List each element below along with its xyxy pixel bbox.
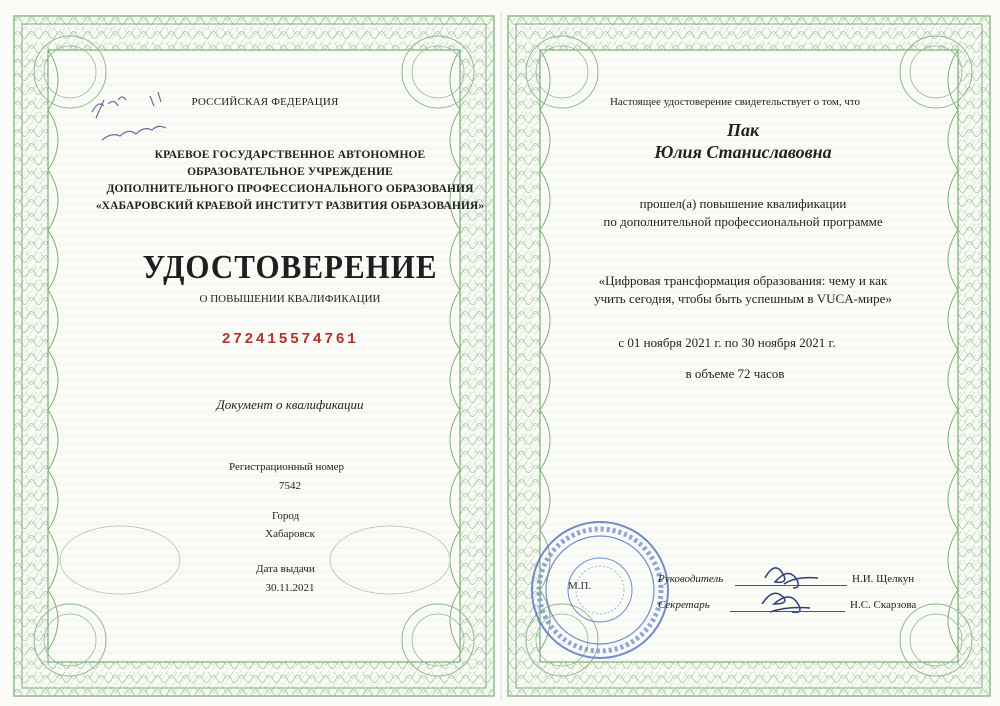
study-period: с 01 ноября 2021 г. по 30 ноября 2021 г. xyxy=(618,335,836,350)
document-type: Документ о квалификации xyxy=(216,397,364,412)
head-label: Руководитель xyxy=(658,573,724,585)
country-label: РОССИЙСКАЯ ФЕДЕРАЦИЯ xyxy=(191,96,339,108)
document-subtitle: О ПОВЫШЕНИИ КВАЛИФИКАЦИИ xyxy=(199,293,381,305)
program-title xyxy=(503,272,983,308)
completion-line: прошел(а) повышение квалификации xyxy=(639,196,847,211)
stamp-placeholder: М.П. xyxy=(568,580,592,592)
issue-date-label: Дата выдачи xyxy=(256,563,315,575)
serial-number: 272415574761 xyxy=(221,331,359,348)
institution-line: КРАЕВОЕ ГОСУДАРСТВЕННОЕ АВТОНОМНОЕ xyxy=(154,149,426,161)
secretary-signature-line xyxy=(730,611,845,612)
completion-line: по дополнительной профессиональной программе xyxy=(603,214,883,229)
city-label: Город xyxy=(272,510,300,522)
institution-line: ДОПОЛНИТЕЛЬНОГО ПРОФЕССИОНАЛЬНОГО ОБРАЗОВАНИЯ xyxy=(106,183,474,195)
recipient-last-name: Пак xyxy=(726,120,760,140)
study-volume: в объеме 72 часов xyxy=(685,366,785,381)
program-line: «Цифровая трансформация образования: чему и как xyxy=(598,273,888,288)
completion-text xyxy=(503,195,983,231)
head-name: Н.И. Щелкун xyxy=(852,573,915,585)
issue-date: 30.11.2021 xyxy=(265,582,315,594)
intro-text: Настоящее удостоверение свидетельствует о том, что xyxy=(609,96,861,108)
head-signature-line xyxy=(735,585,847,586)
program-line: учить сегодня, чтобы быть успешным в VUCA-мире» xyxy=(594,291,892,306)
reg-number-label: Регистрационный номер xyxy=(229,461,345,473)
institution-line: ОБРАЗОВАТЕЛЬНОЕ УЧРЕЖДЕНИЕ xyxy=(187,166,393,178)
document-title: УДОСТОВЕРЕНИЕ xyxy=(142,247,438,286)
institution-line: «ХАБАРОВСКИЙ КРАЕВОЙ ИНСТИТУТ РАЗВИТИЯ ОБРАЗОВАНИЯ» xyxy=(95,200,485,212)
recipient-first-names: Юлия Станиславовна xyxy=(654,142,832,162)
institution-name xyxy=(0,147,580,215)
city: Хабаровск xyxy=(265,528,315,540)
reg-number: 7542 xyxy=(279,480,301,492)
secretary-name: Н.С. Скарзова xyxy=(850,599,917,611)
secretary-label: Секретарь xyxy=(658,599,710,611)
recipient-name xyxy=(503,119,983,163)
